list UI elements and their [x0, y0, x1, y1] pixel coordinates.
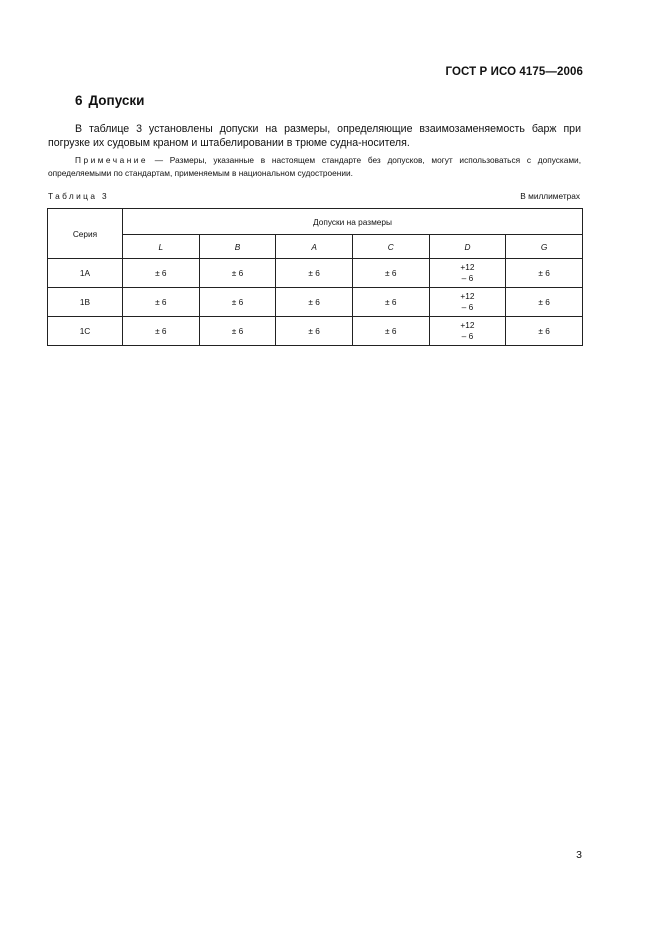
- table-caption: Таблица 3: [48, 191, 110, 201]
- tolerance-cell-G: ± 6: [506, 259, 583, 288]
- tolerance-cell-A: ± 6: [276, 317, 353, 346]
- section-heading: [75, 93, 144, 108]
- document-header: ГОСТ Р ИСО 4175—2006: [445, 66, 583, 78]
- table-row: [48, 259, 583, 288]
- tolerance-cell-G: ± 6: [506, 288, 583, 317]
- table-header-row: [48, 209, 583, 235]
- tolerance-cell-B: ± 6: [199, 288, 276, 317]
- tolerance-cell-D: [429, 259, 506, 288]
- series-cell: 1A: [48, 259, 123, 288]
- tolerance-cell-B: ± 6: [199, 317, 276, 346]
- table-row: [48, 288, 583, 317]
- tolerance-table: [47, 208, 583, 346]
- tolerance-cell-A: ± 6: [276, 288, 353, 317]
- tolerance-cell-L: ± 6: [123, 259, 200, 288]
- tolerance-cell-C: ± 6: [352, 317, 429, 346]
- tolerance-cell-L: ± 6: [123, 317, 200, 346]
- column-header-L: L: [123, 235, 200, 259]
- column-header-B: B: [199, 235, 276, 259]
- tolerance-cell-G: ± 6: [506, 317, 583, 346]
- tolerance-lower: – 6: [461, 302, 474, 312]
- table-row: [48, 317, 583, 346]
- section-number: 6: [75, 93, 83, 108]
- series-cell: 1B: [48, 288, 123, 317]
- tolerance-cell-B: ± 6: [199, 259, 276, 288]
- note-paragraph: [48, 154, 581, 179]
- tolerance-upper: +12: [460, 291, 475, 301]
- column-header-G: G: [506, 235, 583, 259]
- tolerance-group-header: Допуски на размеры: [123, 209, 583, 235]
- tolerance-cell-C: ± 6: [352, 288, 429, 317]
- table-units: В миллиметрах: [520, 191, 580, 201]
- tolerance-upper: +12: [460, 262, 475, 272]
- tolerance-cell-L: ± 6: [123, 288, 200, 317]
- page-number: 3: [576, 849, 582, 861]
- note-text: — Размеры, указанные в настоящем стандарте без допусков, могут использоваться с допусками, определяемыми по стандартам, применяемым в национальном судостроении.: [48, 155, 581, 178]
- column-header-D: D: [429, 235, 506, 259]
- table-subheader-row: [48, 235, 583, 259]
- tolerance-lower: – 6: [461, 331, 474, 341]
- column-header-A: A: [276, 235, 353, 259]
- series-cell: 1C: [48, 317, 123, 346]
- note-label: Примечание: [75, 155, 149, 165]
- section-title: Допуски: [88, 93, 145, 108]
- tolerance-cell-C: ± 6: [352, 259, 429, 288]
- tolerance-cell-D: [429, 317, 506, 346]
- series-header: Серия: [48, 209, 123, 259]
- tolerance-cell-D: [429, 288, 506, 317]
- tolerance-upper: +12: [460, 320, 475, 330]
- section-paragraph: В таблице 3 установлены допуски на размеры, определяющие взаимозаменяемость барж при погрузке их судовым краном и штабелировании в трюме судна-носителя.: [48, 123, 581, 149]
- tolerance-lower: – 6: [461, 273, 474, 283]
- tolerance-cell-A: ± 6: [276, 259, 353, 288]
- column-header-C: C: [352, 235, 429, 259]
